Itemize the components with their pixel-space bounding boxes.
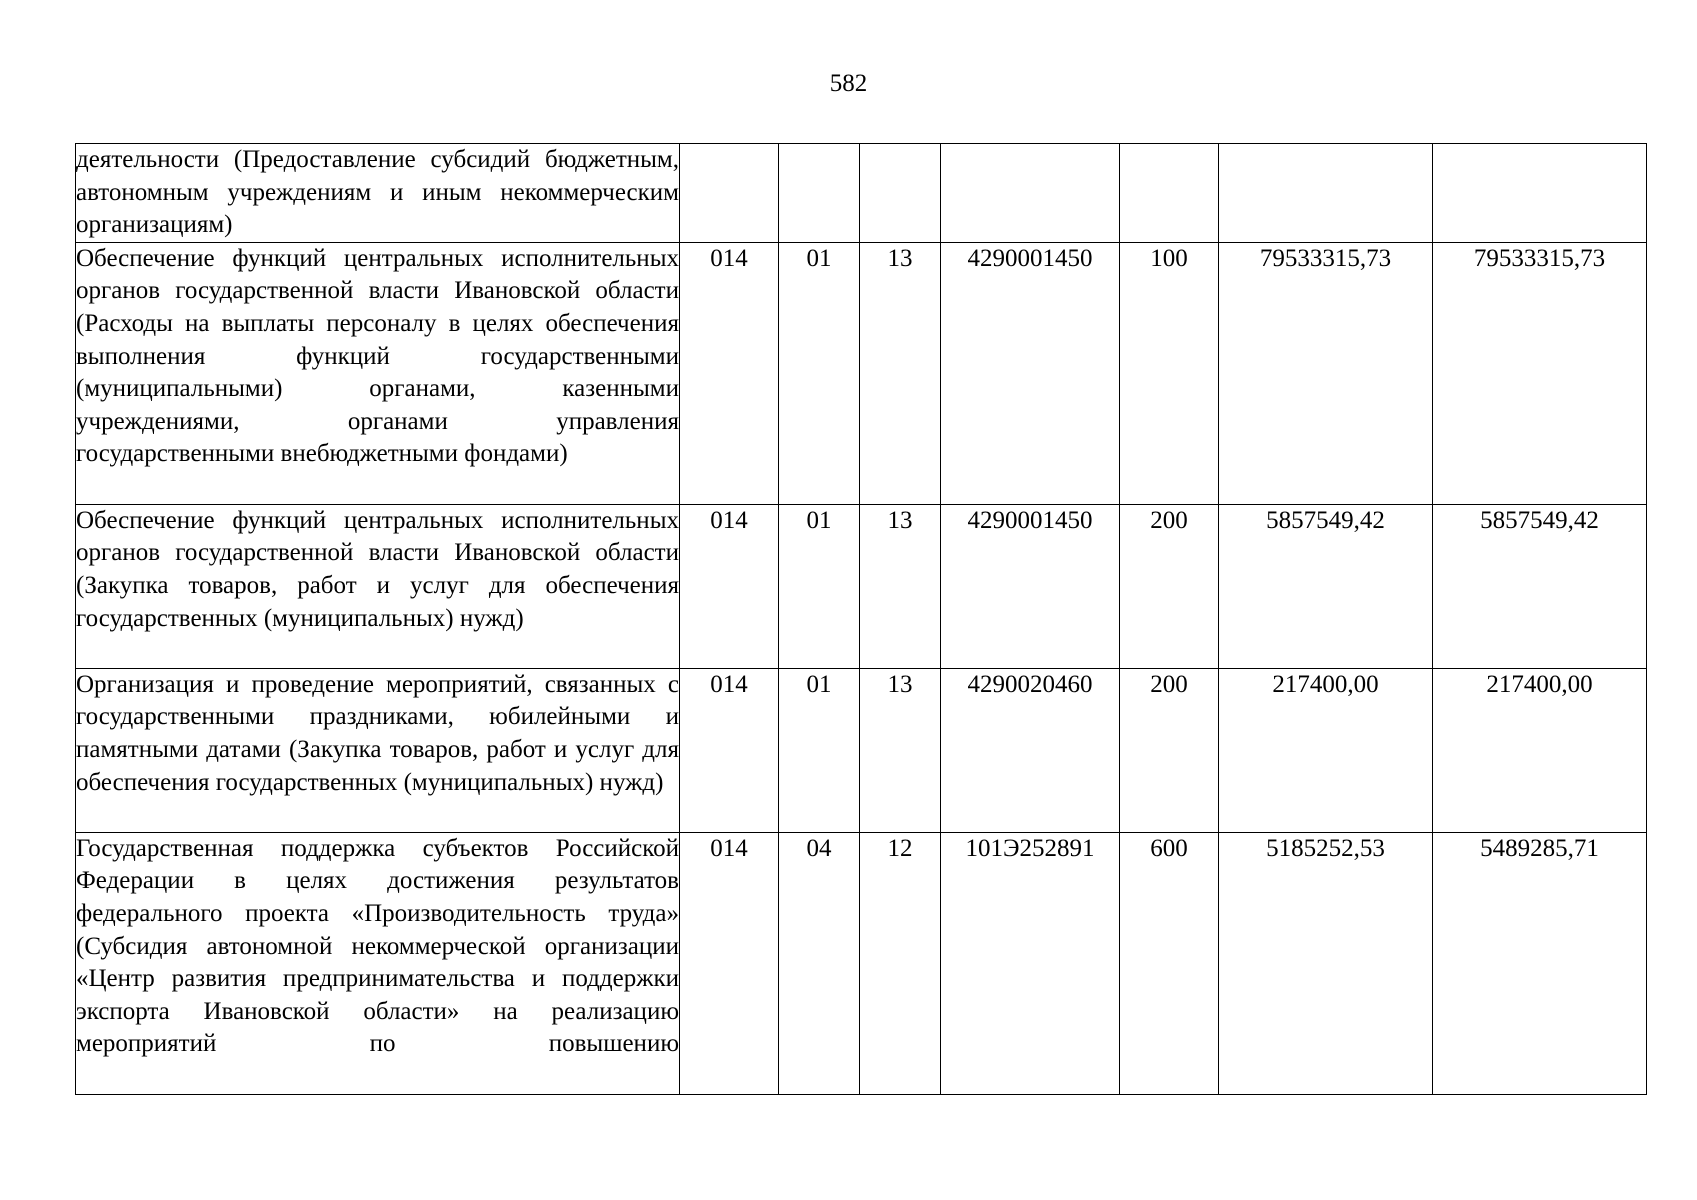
subsection-code: 13	[860, 504, 941, 668]
ministry-code: 014	[680, 668, 779, 832]
amount-1	[1219, 144, 1433, 243]
ministry-code: 014	[680, 504, 779, 668]
subsection-code	[860, 144, 941, 243]
subsection-code: 12	[860, 832, 941, 1094]
target-article-code: 101Э252891	[941, 832, 1120, 1094]
section-code: 04	[779, 832, 860, 1094]
amount-2	[1433, 144, 1647, 243]
subsection-code: 13	[860, 242, 941, 504]
section-code: 01	[779, 504, 860, 668]
expense-type-code	[1120, 144, 1219, 243]
amount-2: 217400,00	[1433, 668, 1647, 832]
row-description: Обеспечение функций центральных исполнительных органов государственной власти Ивановской области (Расходы на выплаты персоналу в целях обеспечения выполнения функций государственными (муниципальными) органами, казенными учреждениями, органами управления государственными внебюджетными фондами)	[76, 242, 680, 504]
target-article-code: 4290001450	[941, 504, 1120, 668]
amount-2: 79533315,73	[1433, 242, 1647, 504]
ministry-code: 014	[680, 242, 779, 504]
amount-1: 79533315,73	[1219, 242, 1433, 504]
subsection-code: 13	[860, 668, 941, 832]
ministry-code	[680, 144, 779, 243]
table-row	[76, 144, 1647, 243]
table-row	[76, 668, 1647, 832]
section-code: 01	[779, 668, 860, 832]
ministry-code: 014	[680, 832, 779, 1094]
row-description: Обеспечение функций центральных исполнительных органов государственной власти Ивановской области (Закупка товаров, работ и услуг для обеспечения государственных (муниципальных) нужд)	[76, 504, 680, 668]
target-article-code: 4290001450	[941, 242, 1120, 504]
section-code: 01	[779, 242, 860, 504]
row-description: Организация и проведение мероприятий, связанных с государственными праздниками, юбилейными и памятными датами (Закупка товаров, работ и услуг для обеспечения государственных (муниципальных) нужд)	[76, 668, 680, 832]
amount-1: 5857549,42	[1219, 504, 1433, 668]
budget-table	[75, 143, 1647, 1095]
row-description: деятельности (Предоставление субсидий бюджетным, автономным учреждениям и иным некоммерческим организациям)	[76, 144, 680, 243]
expense-type-code: 100	[1120, 242, 1219, 504]
table-row	[76, 832, 1647, 1094]
target-article-code	[941, 144, 1120, 243]
page-number: 582	[829, 70, 868, 97]
table-row	[76, 504, 1647, 668]
amount-2: 5489285,71	[1433, 832, 1647, 1094]
table-row	[76, 242, 1647, 504]
amount-1: 5185252,53	[1219, 832, 1433, 1094]
expense-type-code: 200	[1120, 668, 1219, 832]
amount-1: 217400,00	[1219, 668, 1433, 832]
section-code	[779, 144, 860, 243]
row-description: Государственная поддержка субъектов Российской Федерации в целях достижения результатов федерального проекта «Производительность труда» (Субсидия автономной некоммерческой организации «Центр развития предпринимательства и поддержки экспорта Ивановской области» на реализацию мероприятий по повышению	[76, 832, 680, 1094]
expense-type-code: 200	[1120, 504, 1219, 668]
expense-type-code: 600	[1120, 832, 1219, 1094]
amount-2: 5857549,42	[1433, 504, 1647, 668]
target-article-code: 4290020460	[941, 668, 1120, 832]
